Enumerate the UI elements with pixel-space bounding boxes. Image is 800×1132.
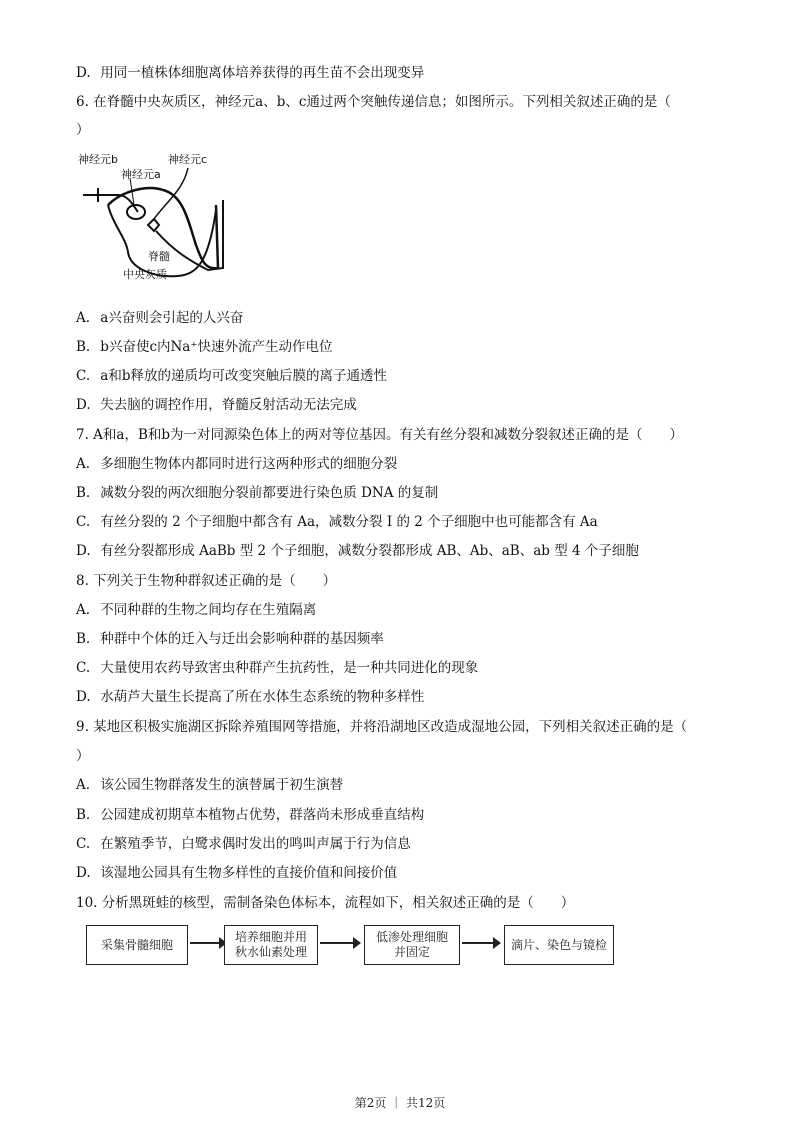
label-central-grey: 中央灰质 (123, 268, 167, 281)
q7-option-c (76, 513, 598, 531)
option-text: 不同种群的生物之间均存在生殖隔离 (100, 602, 317, 618)
q6-option-b (76, 338, 333, 356)
option-letter: D. (76, 865, 91, 881)
q9-stem-tail: ） (76, 748, 90, 764)
option-letter: D. (76, 689, 91, 705)
q9-option-d (76, 864, 397, 882)
option-letter: B. (76, 631, 91, 647)
option-text: 多细胞生物体内都同时进行这两种形式的细胞分裂 (100, 456, 398, 472)
option-letter: A. (76, 777, 91, 793)
q10-stem: 10. 分析黑斑蛙的核型，需制备染色体标本，流程如下，相关叙述正确的是（ ） (76, 895, 575, 911)
option-letter: D. (76, 543, 91, 559)
page-footer: 第2页 ｜ 共12页 (354, 1096, 446, 1110)
q8-option-d (76, 688, 424, 706)
q6-option-d (76, 396, 357, 414)
flow-arrow (462, 942, 494, 944)
karyotype-flowchart (86, 925, 616, 969)
flow-step-text: 采集骨髓细胞 (100, 937, 173, 952)
q7-option-b (76, 484, 438, 502)
flow-step-4 (504, 925, 614, 965)
q6-stem-tail: ） (76, 122, 90, 138)
option-text: 有丝分裂的 2 个子细胞中都含有 Aa，减数分裂 Ⅰ 的 2 个子细胞中也可能都含有 Aa (100, 514, 598, 530)
q9-option-c (76, 835, 411, 853)
neuron-a-body (127, 205, 145, 219)
label-spinal-cord: 脊髓 (148, 250, 170, 263)
option-letter: D. (76, 397, 91, 413)
flow-step-text: 培养细胞并用 (234, 930, 307, 944)
option-text: 公园建成初期草本植物占优势，群落尚未形成垂直结构 (100, 807, 425, 823)
option-letter: A. (76, 456, 91, 472)
flow-step-text: 并固定 (393, 945, 430, 959)
q8-option-b (76, 630, 384, 648)
option-text: 该湿地公园具有生物多样性的直接价值和间接价值 (100, 865, 398, 881)
flow-step-1 (86, 925, 188, 965)
option-text: 大量使用农药导致害虫种群产生抗药性，是一种共同进化的现象 (100, 660, 479, 676)
option-letter: C. (76, 836, 91, 852)
option-letter: B. (76, 485, 91, 501)
option-text: a和b释放的递质均可改变突触后膜的离子通透性 (100, 368, 387, 384)
flow-arrow (320, 942, 354, 944)
q7-stem: 7. A和a，B和b为一对同源染色体上的两对等位基因。有关有丝分裂和减数分裂叙述正确的是（ ） (76, 427, 684, 443)
q8-option-c (76, 659, 478, 677)
q6-option-a (76, 309, 243, 327)
option-text: 水葫芦大量生长提高了所在水体生态系统的物种多样性 (100, 689, 425, 705)
option-letter: C. (76, 368, 91, 384)
flow-step-text: 低渗处理细胞 (375, 930, 448, 944)
option-text: 用同一植株体细胞离体培养获得的再生苗不会出现变异 (100, 65, 425, 81)
label-neuron-b: 神经元b (78, 153, 118, 166)
option-text: 在繁殖季节，白鹭求偶时发出的鸣叫声属于行为信息 (100, 836, 411, 852)
option-text: 失去脑的调控作用，脊髓反射活动无法完成 (100, 397, 357, 413)
q8-option-a (76, 601, 316, 619)
flow-step-text: 滴片、染色与镜检 (510, 937, 607, 952)
flow-step-text: 秋水仙素处理 (234, 945, 307, 959)
option-text: 种群中个体的迁入与迁出会影响种群的基因频率 (100, 631, 384, 647)
neuron-c-body (148, 219, 159, 231)
option-letter: A. (76, 310, 91, 326)
q7-option-d (76, 542, 639, 560)
q8-stem: 8. 下列关于生物种群叙述正确的是（ ） (76, 573, 337, 589)
q5-option-d (76, 64, 424, 82)
q6-stem: 6. 在脊髓中央灰质区，神经元a、b、c通过两个突触传递信息；如图所示。下列相关叙述正确的是（ (76, 94, 671, 110)
label-neuron-a: 神经元a (121, 168, 161, 181)
neuron-diagram (78, 150, 228, 285)
q7-option-a (76, 455, 397, 473)
option-text: a兴奋则会引起的人兴奋 (100, 310, 244, 326)
flow-step-3 (364, 925, 460, 965)
flow-arrow (190, 942, 220, 944)
option-letter: C. (76, 514, 91, 530)
option-letter: A. (76, 602, 91, 618)
option-letter: C. (76, 660, 91, 676)
q9-option-b (76, 806, 424, 824)
option-text: 有丝分裂都形成 AaBb 型 2 个子细胞，减数分裂都形成 AB、Ab、aB、ab 型 4 个子细胞 (100, 543, 639, 559)
option-text: 减数分裂的两次细胞分裂前都要进行染色质 DNA 的复制 (100, 485, 439, 501)
q9-stem: 9. 某地区积极实施湖区拆除养殖围网等措施，并将沿湖地区改造成湿地公园，下列相关叙述正确的是（ (76, 719, 688, 735)
option-text: 该公园生物群落发生的演替属于初生演替 (100, 777, 344, 793)
option-text: b兴奋使c内Na⁺快速外流产生动作电位 (100, 339, 333, 355)
option-letter: D. (76, 65, 91, 81)
q9-option-a (76, 776, 343, 794)
q6-option-c (76, 367, 387, 385)
option-letter: B. (76, 807, 91, 823)
flow-step-2 (224, 925, 318, 965)
label-neuron-c: 神经元c (168, 153, 208, 166)
option-letter: B. (76, 339, 91, 355)
